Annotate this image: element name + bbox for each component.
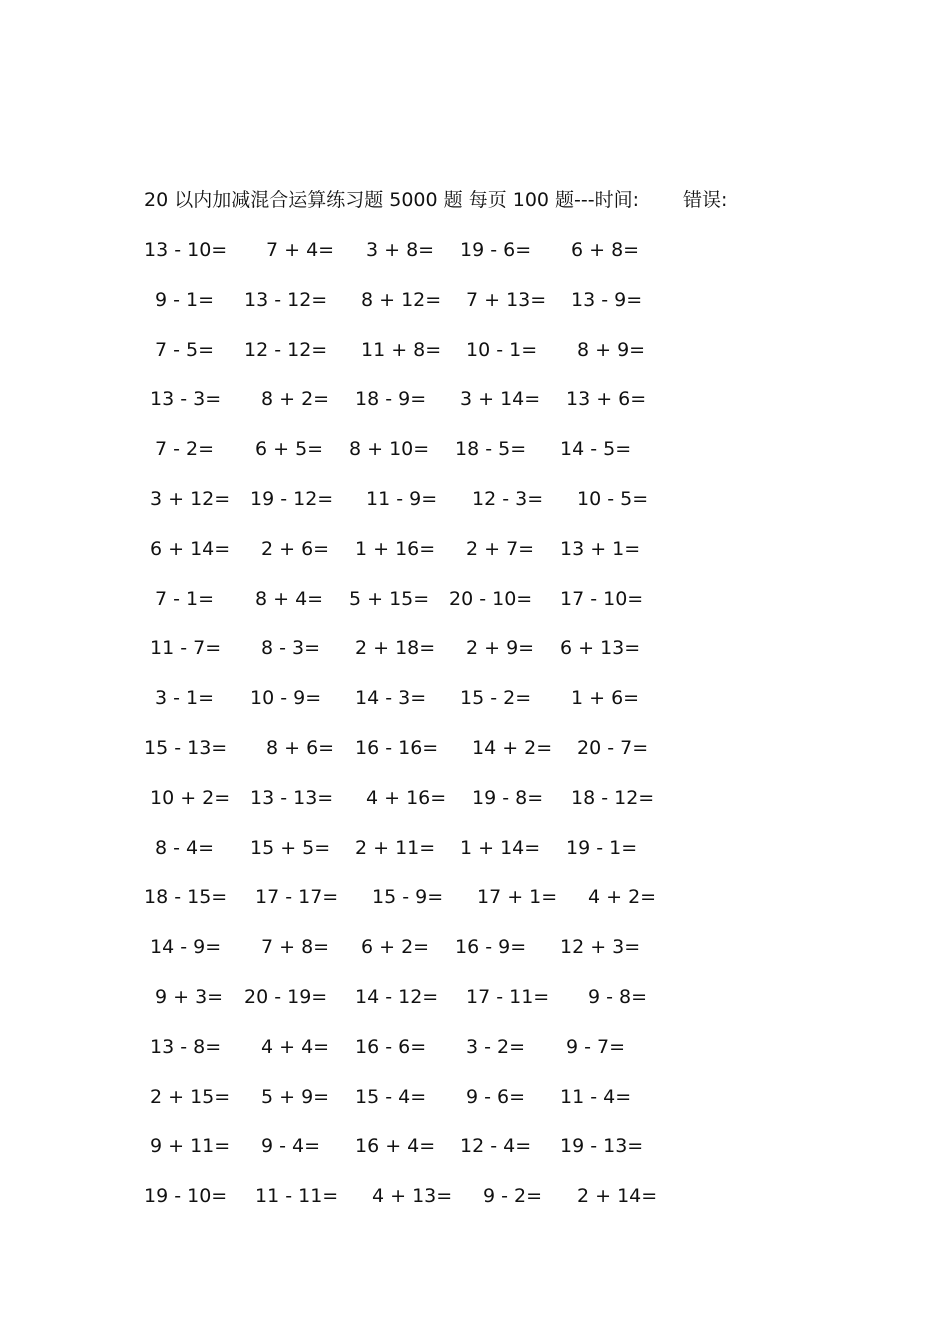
problem-cell: 17 - 17= (255, 886, 339, 909)
problem-cell: 13 + 6= (566, 388, 647, 411)
problem-cell: 19 - 6= (460, 239, 532, 261)
problem-cell: 3 - 1= (155, 687, 215, 710)
problem-cell: 5 + 9= (261, 1085, 330, 1108)
problem-cell: 12 + 3= (560, 936, 641, 959)
problem-cell: 13 + 1= (560, 537, 641, 560)
problem-cell: 4 + 13= (372, 1185, 453, 1208)
problem-cell: 7 + 13= (466, 288, 547, 311)
worksheet-header (144, 186, 727, 214)
problem-cell: 19 - 1= (566, 836, 638, 859)
problem-cell: 11 - 4= (560, 1085, 632, 1108)
problem-cell: 8 - 4= (155, 836, 215, 859)
problem-cell: 17 + 1= (477, 886, 558, 909)
problem-cell: 3 + 12= (150, 487, 231, 510)
problem-cell: 9 - 2= (483, 1185, 543, 1208)
problem-cell: 13 - 12= (244, 288, 328, 311)
problem-cell: 12 - 12= (244, 338, 328, 361)
problem-cell: 9 - 1= (155, 288, 215, 311)
problem-cell: 14 - 5= (560, 438, 632, 461)
problem-cell: 10 - 9= (250, 687, 322, 710)
problem-cell: 2 + 14= (577, 1185, 658, 1208)
problem-cell: 14 + 2= (472, 736, 553, 759)
problem-cell: 13 - 10= (144, 239, 228, 261)
problem-cell: 8 + 10= (349, 438, 430, 461)
problem-cell: 14 - 3= (355, 687, 427, 710)
problem-cell: 7 + 4= (266, 239, 335, 261)
problem-cell: 14 - 12= (355, 985, 439, 1008)
problem-cell: 12 - 3= (472, 487, 544, 510)
problem-cell: 18 - 9= (355, 388, 427, 411)
problem-cell: 11 + 8= (361, 338, 442, 361)
problem-cell: 3 - 2= (466, 1035, 526, 1058)
problem-cell: 6 + 8= (571, 239, 640, 261)
worksheet-title: 20 以内加减混合运算练习题 5000 题 每页 100 题---时间: (144, 189, 640, 211)
problem-cell: 7 - 2= (155, 438, 215, 461)
problem-cell: 3 + 8= (366, 239, 435, 261)
problem-cell: 6 + 2= (361, 936, 430, 959)
problem-cell: 10 - 5= (577, 487, 649, 510)
problem-cell: 19 - 8= (472, 786, 544, 809)
problem-cell: 4 + 4= (261, 1035, 330, 1058)
problem-cell: 13 - 3= (150, 388, 222, 411)
problem-cell: 3 + 14= (460, 388, 541, 411)
problem-cell: 2 + 11= (355, 836, 436, 859)
problem-cell: 7 + 8= (261, 936, 330, 959)
problem-cell: 1 + 6= (571, 687, 640, 710)
problem-cell: 19 - 13= (560, 1135, 644, 1158)
problem-cell: 13 - 13= (250, 786, 334, 809)
problem-cell: 20 - 10= (449, 587, 533, 610)
problem-cell: 12 - 4= (460, 1135, 532, 1158)
problem-cell: 17 - 10= (560, 587, 644, 610)
problem-cell: 8 + 12= (361, 288, 442, 311)
problem-cell: 5 + 15= (349, 587, 430, 610)
problem-cell: 7 - 5= (155, 338, 215, 361)
problem-cell: 4 + 16= (366, 786, 447, 809)
problem-cell: 10 + 2= (150, 786, 231, 809)
problem-cell: 18 - 5= (455, 438, 527, 461)
problem-cell: 9 + 3= (155, 985, 224, 1008)
problem-cell: 15 + 5= (250, 836, 331, 859)
problem-cell: 16 - 6= (355, 1035, 427, 1058)
problem-cell: 8 + 4= (255, 587, 324, 610)
problem-cell: 18 - 12= (571, 786, 655, 809)
problem-cell: 2 + 6= (261, 537, 330, 560)
problem-cell: 15 - 9= (372, 886, 444, 909)
problem-cell: 13 - 9= (571, 288, 643, 311)
problem-cell: 20 - 19= (244, 985, 328, 1008)
problem-cell: 19 - 10= (144, 1185, 228, 1208)
problem-cell: 18 - 15= (144, 886, 228, 909)
problem-cell: 11 - 7= (150, 637, 222, 660)
problem-cell: 6 + 5= (255, 438, 324, 461)
problem-cell: 8 + 6= (266, 736, 335, 759)
problem-cell: 4 + 2= (588, 886, 657, 909)
problem-cell: 11 - 9= (366, 487, 438, 510)
problem-cell: 6 + 14= (150, 537, 231, 560)
problem-cell: 2 + 7= (466, 537, 535, 560)
problem-cell: 11 - 11= (255, 1185, 339, 1208)
problem-cell: 2 + 18= (355, 637, 436, 660)
problem-cell: 14 - 9= (150, 936, 222, 959)
problem-cell: 9 - 8= (588, 985, 648, 1008)
problem-cell: 19 - 12= (250, 487, 334, 510)
problem-cell: 15 - 13= (144, 736, 228, 759)
problem-cell: 8 + 2= (261, 388, 330, 411)
problem-cell: 1 + 16= (355, 537, 436, 560)
problem-cell: 9 - 6= (466, 1085, 526, 1108)
problem-cell: 15 - 4= (355, 1085, 427, 1108)
problem-cell: 16 + 4= (355, 1135, 436, 1158)
problem-cell: 8 + 9= (577, 338, 646, 361)
problem-cell: 10 - 1= (466, 338, 538, 361)
problem-cell: 1 + 14= (460, 836, 541, 859)
problem-cell: 8 - 3= (261, 637, 321, 660)
problem-cell: 9 - 7= (566, 1035, 626, 1058)
problem-cell: 2 + 9= (466, 637, 535, 660)
problem-cell: 6 + 13= (560, 637, 641, 660)
problem-cell: 15 - 2= (460, 687, 532, 710)
problem-cell: 7 - 1= (155, 587, 215, 610)
error-label: 错误: (683, 189, 728, 211)
problem-cell: 16 - 9= (455, 936, 527, 959)
problem-cell: 9 + 11= (150, 1135, 231, 1158)
problem-cell: 17 - 11= (466, 985, 550, 1008)
problem-cell: 13 - 8= (150, 1035, 222, 1058)
problem-cell: 2 + 15= (150, 1085, 231, 1108)
problem-cell: 9 - 4= (261, 1135, 321, 1158)
problem-cell: 16 - 16= (355, 736, 439, 759)
problem-cell: 20 - 7= (577, 736, 649, 759)
